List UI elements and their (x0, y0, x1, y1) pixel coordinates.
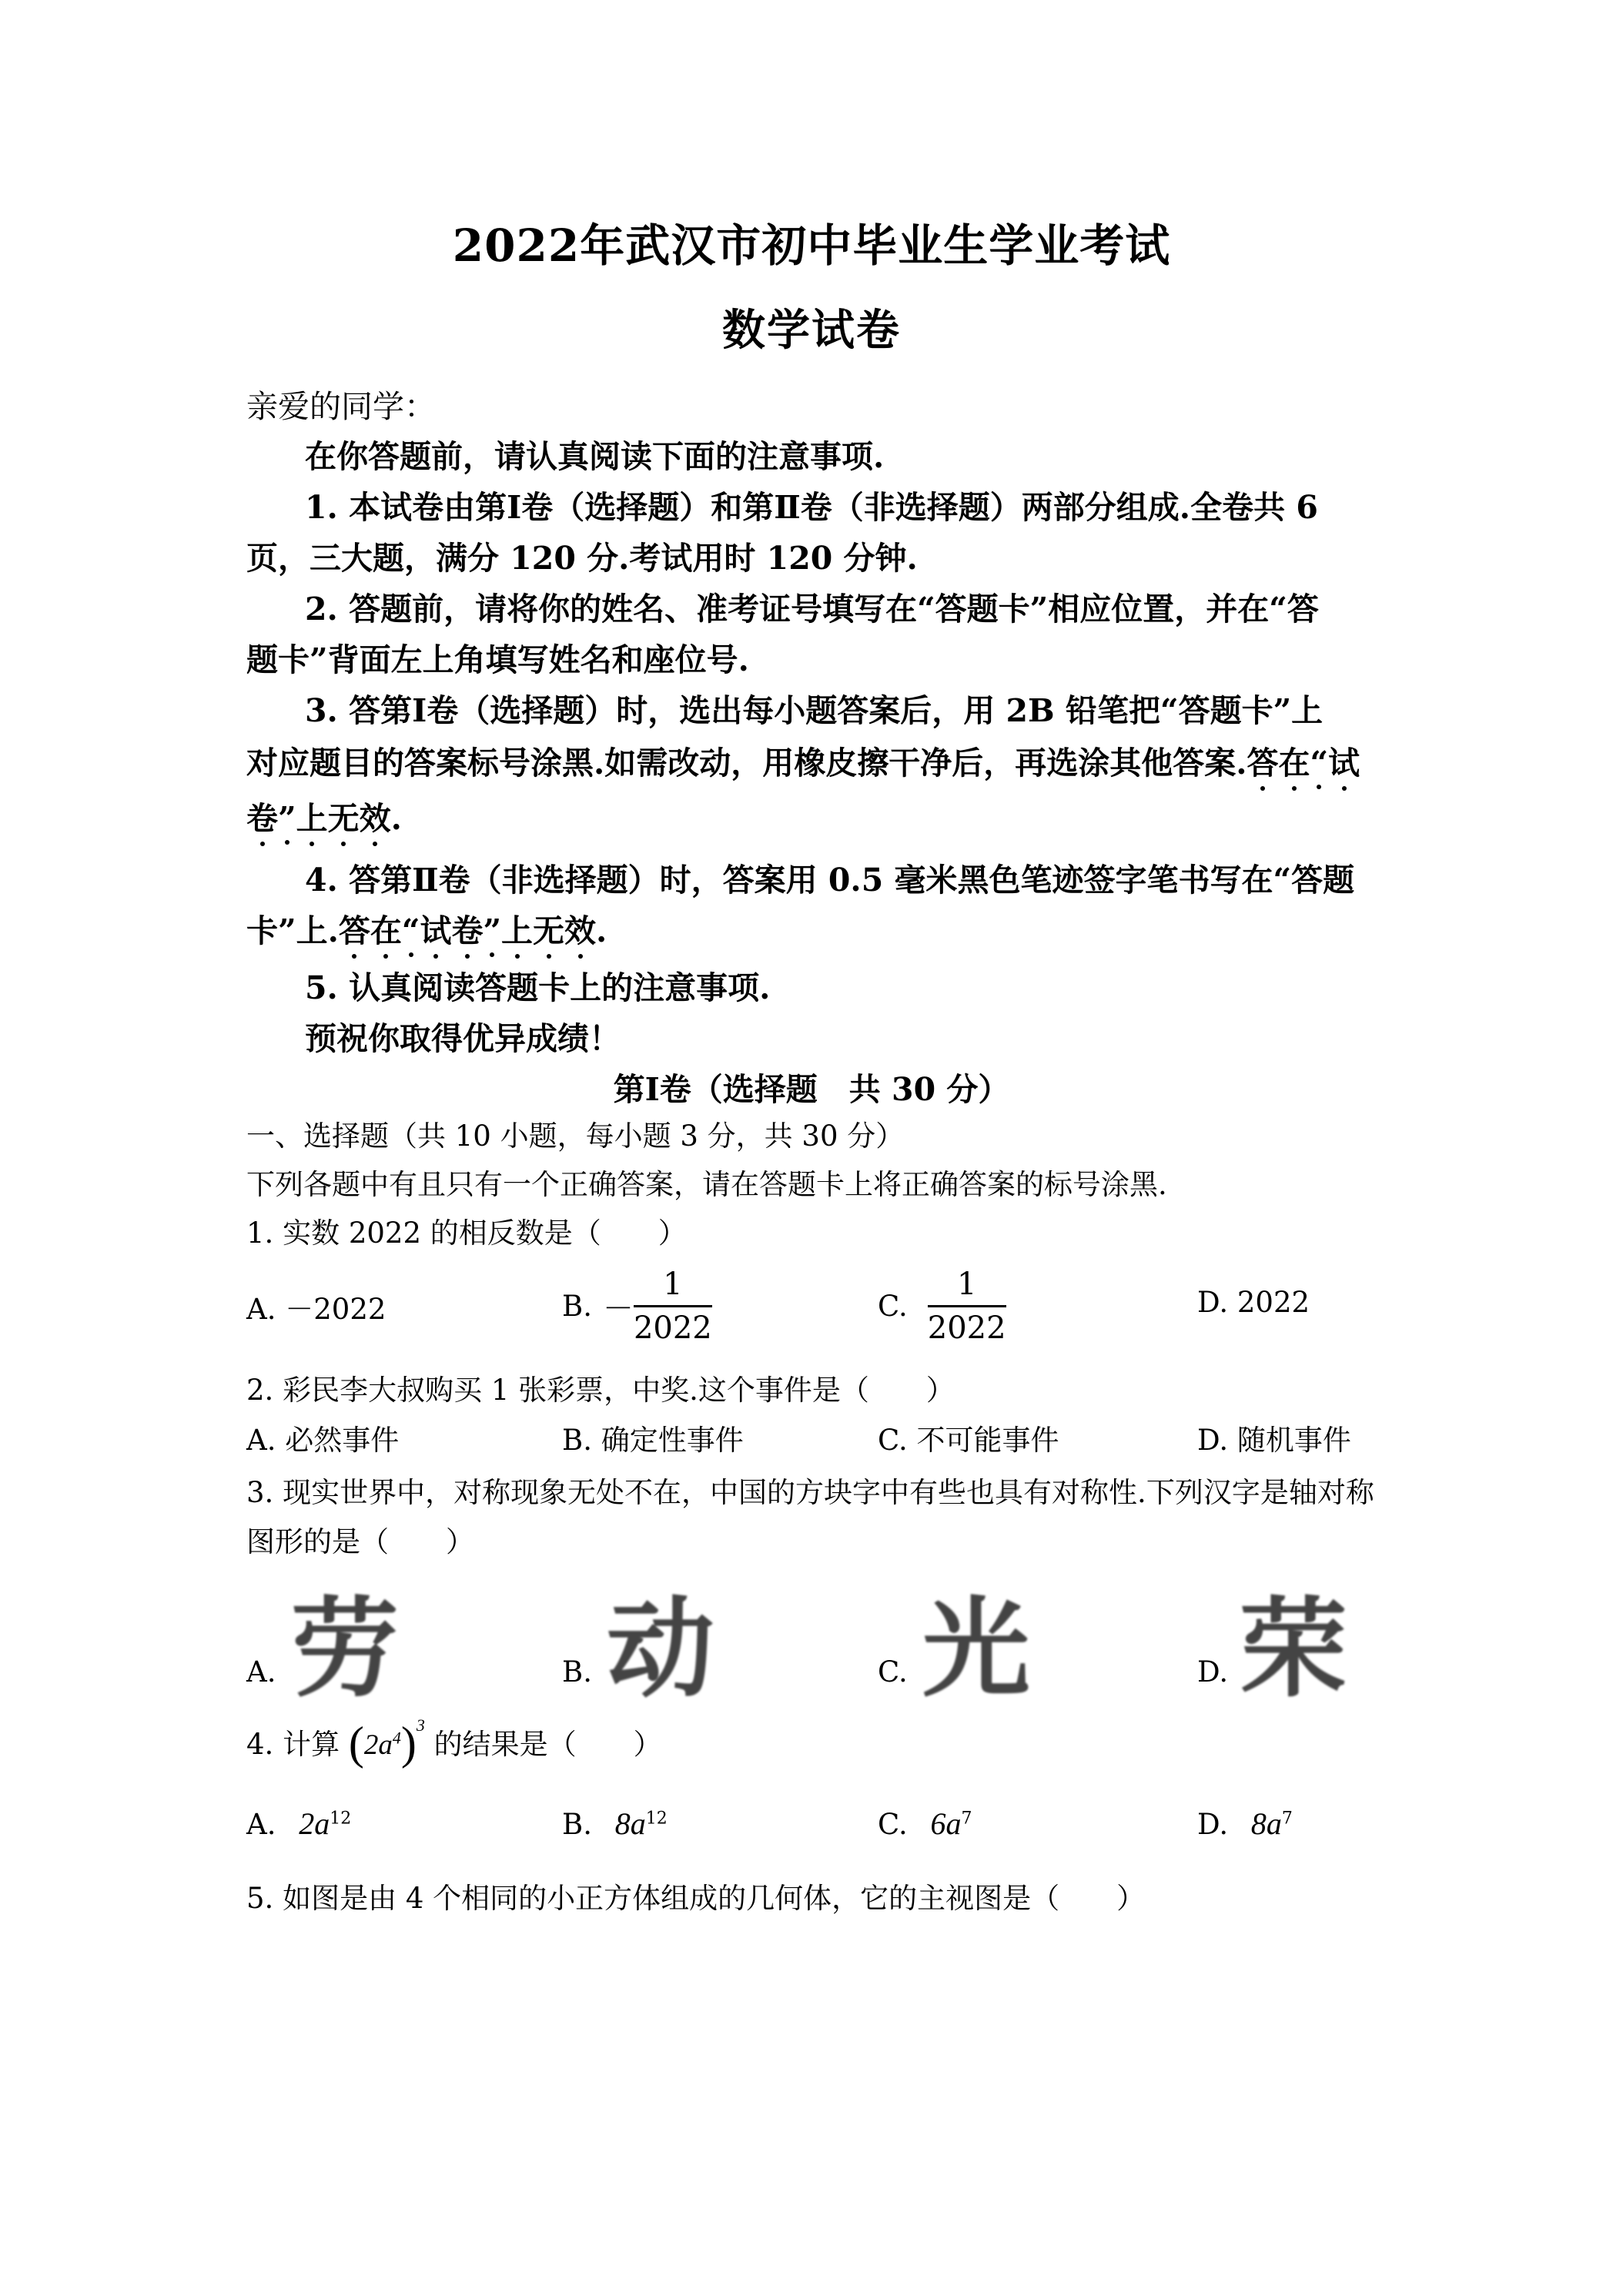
exam-title: 2022年武汉市初中毕业生学业考试 (452, 219, 1171, 272)
notice-item-3-line-3 (246, 793, 402, 838)
fraction-numerator: 1 (956, 1267, 977, 1302)
option-label: C. (878, 1290, 908, 1323)
question-3-option-a-label: A. (246, 1655, 276, 1689)
notice-item-4-line-1: 4. 答第Ⅱ卷（非选择题）时，答案用 0.5 毫米黑色笔迹签字笔书写在“答题 (305, 862, 1355, 899)
option-label: A. (246, 1808, 276, 1841)
emphasis-character: ” (278, 800, 296, 837)
emphasis-character: 上 (296, 793, 328, 838)
question-3-option-b-label: B. (562, 1655, 592, 1689)
greeting: 亲爱的同学： (246, 388, 436, 425)
emphasis-character: 答 (339, 905, 370, 951)
emphasis-dotted-text (1247, 745, 1360, 782)
emphasis-dotted-text (339, 912, 596, 949)
emphasis-character: 试 (420, 905, 451, 951)
question-4-option-a (246, 1806, 351, 1842)
question-2-stem: 2. 彩民李大叔购买 1 张彩票，中奖.这个事件是（ ） (246, 1374, 955, 1407)
question-3-stem-line-2: 图形的是（ ） (246, 1525, 474, 1558)
notice-item-2-line-2: 题卡”背面左上角填写姓名和座位号. (246, 641, 749, 678)
minus-sign: － (602, 1291, 634, 1327)
inner-exponent: 4 (392, 1728, 401, 1748)
fraction-denominator: 2022 (927, 1310, 1006, 1346)
notice-item-1-line-1: 1. 本试卷由第Ⅰ卷（选择题）和第Ⅱ卷（非选择题）两部分组成.全卷共 6 (305, 489, 1318, 526)
question-5-stem: 5. 如图是由 4 个相同的小正方体组成的几何体，它的主视图是（ ） (246, 1882, 1146, 1915)
notice-item-4-text: 卡”上. (246, 912, 339, 949)
option-exponent: 12 (645, 1809, 668, 1829)
notice-item-2-line-1: 2. 答题前，请将你的姓名、准考证号填写在“答题卡”相应位置，并在“答 (305, 591, 1319, 628)
fraction-bar (928, 1305, 1006, 1307)
emphasis-character: “ (1310, 745, 1329, 782)
outer-exponent: 3 (416, 1715, 425, 1735)
option-exponent: 7 (1281, 1809, 1293, 1829)
emphasis-character: 答 (1247, 738, 1279, 783)
fraction-denominator: 2022 (633, 1310, 712, 1346)
option-coefficient: 8a (1250, 1806, 1282, 1841)
notice-item-1-line-2: 页，三大题，满分 120 分.考试用时 120 分钟. (246, 540, 918, 577)
emphasis-character: ” (483, 912, 502, 949)
fraction (928, 1267, 1006, 1346)
option-exponent: 7 (961, 1809, 972, 1829)
notice-intro: 在你答题前，请认真阅读下面的注意事项. (305, 438, 885, 475)
question-1-option-a: A. －2022 (246, 1293, 387, 1326)
emphasis-character: “ (401, 912, 420, 949)
notice-wish: 预祝你取得优异成绩！ (305, 1020, 621, 1057)
emphasis-character: 无 (533, 905, 564, 951)
question-4-stem (246, 1715, 662, 1770)
emphasis-character: 效 (564, 905, 596, 951)
question-1-option-c (878, 1267, 1006, 1346)
notice-item-3-text: 对应题目的答案标号涂黑.如需改动，用橡皮擦干净后，再选涂其他答案. (246, 745, 1247, 782)
section-heading: 第Ⅰ卷（选择题 共 30 分） (613, 1071, 1010, 1108)
question-4-option-d (1197, 1806, 1293, 1842)
notice-item-4-line-2 (246, 905, 607, 951)
question-3-option-d-label: D. (1197, 1655, 1229, 1689)
question-3-stem-line-1: 3. 现实世界中，对称现象无处不在，中国的方块字中有些也具有对称性.下列汉字是轴对称 (246, 1476, 1374, 1509)
question-2-option-b: B. 确定性事件 (562, 1424, 744, 1457)
option-label: D. (1197, 1808, 1229, 1841)
math-expression (348, 1715, 425, 1769)
emphasis-dotted-text (246, 800, 391, 837)
fraction-numerator: 1 (663, 1267, 683, 1302)
right-paren: ) (400, 1718, 417, 1769)
option-coefficient: 8a (614, 1806, 646, 1841)
option-label: C. (878, 1808, 908, 1841)
section-instruction: 下列各题中有且只有一个正确答案，请在答题卡上将正确答案的标号涂黑. (246, 1168, 1167, 1201)
section-part-title: 一、选择题（共 10 小题，每小题 3 分，共 30 分） (246, 1120, 905, 1153)
question-3-option-c-label: C. (878, 1655, 908, 1689)
option-label: B. (562, 1808, 592, 1841)
question-4-option-b (562, 1806, 668, 1842)
period: . (596, 912, 607, 949)
question-2-option-a: A. 必然事件 (246, 1424, 400, 1457)
stem-prefix: 4. 计算 (246, 1728, 340, 1761)
stem-suffix: 的结果是（ ） (433, 1728, 662, 1761)
emphasis-character: 试 (1328, 738, 1360, 783)
character-dong-image: 动 (607, 1587, 715, 1712)
left-paren: ( (348, 1718, 364, 1769)
character-guang-image: 光 (922, 1587, 1031, 1712)
question-4-option-c (878, 1806, 972, 1842)
character-lao-image: 劳 (291, 1587, 400, 1712)
question-2-option-d: D. 随机事件 (1197, 1424, 1351, 1457)
emphasis-character: 无 (328, 793, 360, 838)
option-coefficient: 2a (299, 1806, 330, 1841)
question-1-option-b (562, 1267, 712, 1346)
emphasis-character: 卷 (246, 793, 278, 838)
emphasis-character: 效 (360, 793, 391, 838)
question-1-option-d: D. 2022 (1197, 1286, 1310, 1319)
character-rong-image: 荣 (1240, 1587, 1348, 1712)
period: . (390, 800, 402, 837)
exam-subtitle: 数学试卷 (722, 305, 901, 356)
emphasis-character: 在 (370, 905, 402, 951)
fraction-bar (634, 1305, 712, 1307)
emphasis-character: 上 (501, 905, 533, 951)
fraction (634, 1267, 712, 1346)
expr-base: 2a (363, 1729, 393, 1761)
question-1-stem: 1. 实数 2022 的相反数是（ ） (246, 1217, 687, 1250)
question-2-option-c: C. 不可能事件 (878, 1424, 1059, 1457)
option-exponent: 12 (330, 1809, 352, 1829)
option-coefficient: 6a (930, 1806, 962, 1841)
option-label: B. (562, 1290, 592, 1323)
emphasis-character: 在 (1279, 738, 1310, 783)
notice-item-5: 5. 认真阅读答题卡上的注意事项. (305, 969, 771, 1006)
emphasis-character: 卷 (451, 905, 483, 951)
notice-item-3-line-2 (246, 738, 1360, 783)
notice-item-3-line-1: 3. 答第Ⅰ卷（选择题）时，选出每小题答案后，用 2B 铅笔把“答题卡”上 (305, 692, 1323, 729)
